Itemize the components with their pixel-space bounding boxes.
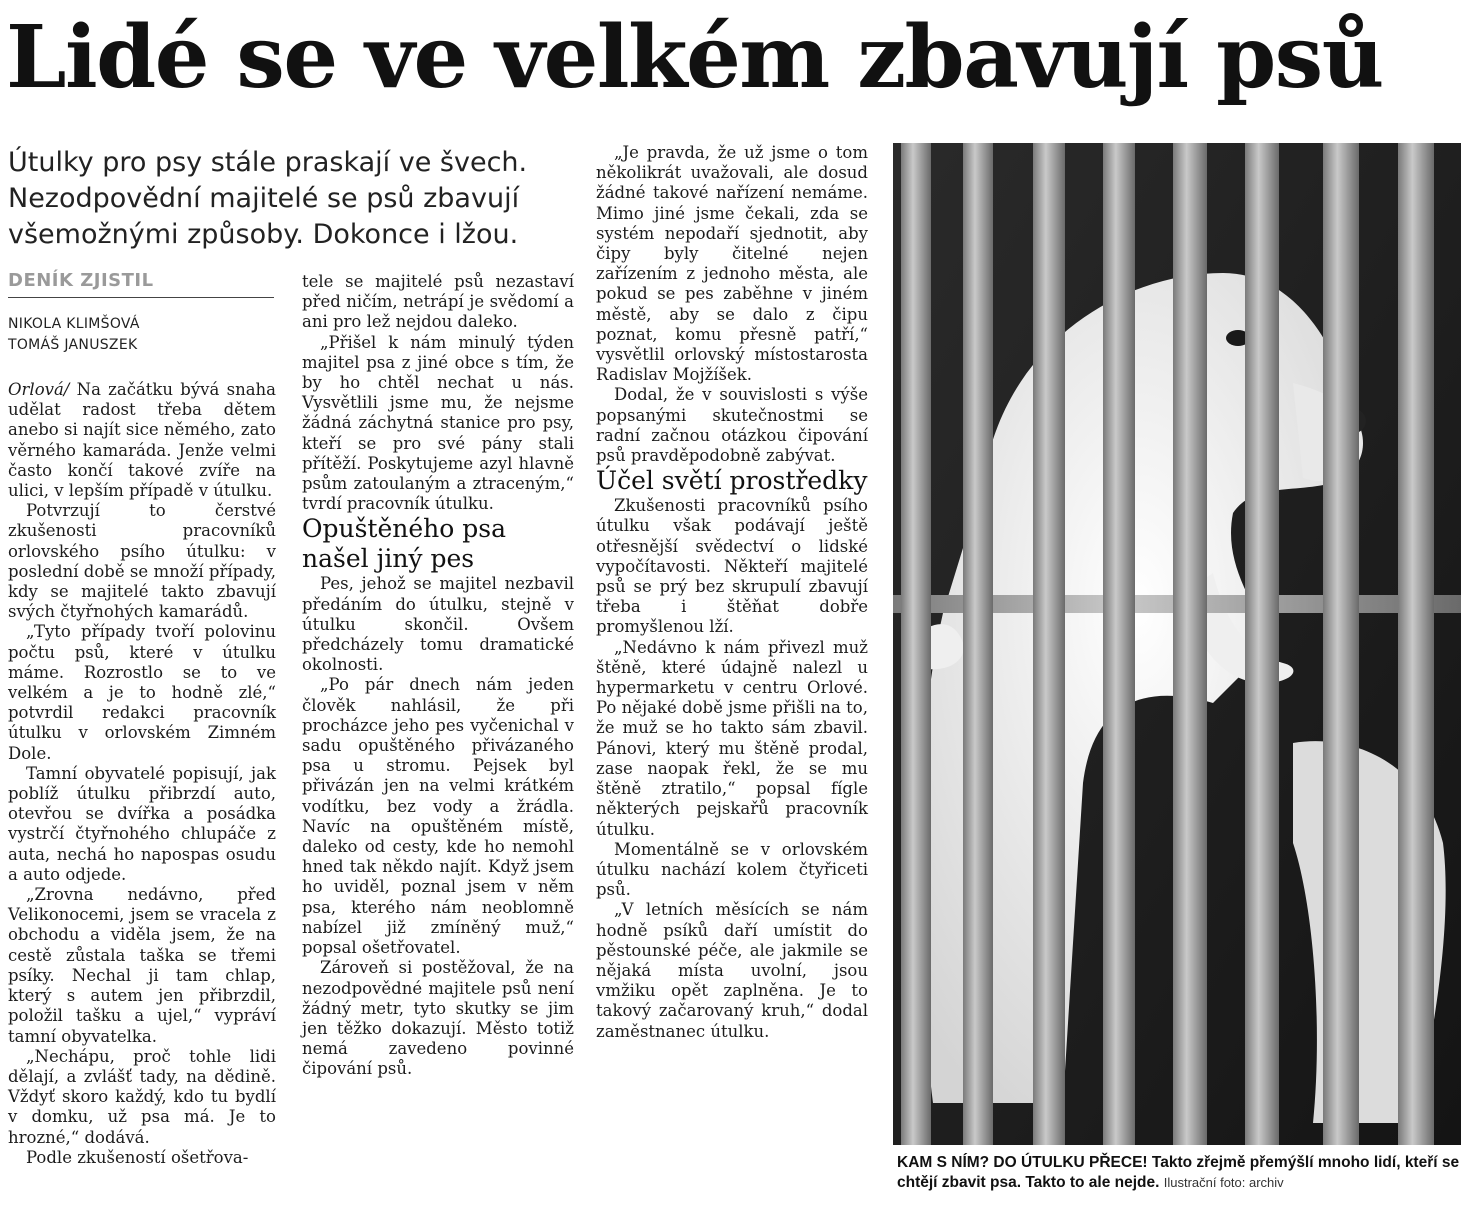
paragraph: Momentálně se v orlovském útulku nachází kolem čtyřiceti psů.: [596, 839, 868, 900]
paragraph: „Přišel k nám minulý týden majitel psa z jiné obce s tím, že by ho chtěl nechat u nás. Vysvětlili jsme mu, že nejsme žádná záchytná stanice pro psy, kteří se pro své pány stali přítěží. Poskytujeme azyl hlavně psům zatoulaným a ztraceným,“ tvrdí pracovník útulku.: [302, 332, 574, 514]
article-column-3: [596, 143, 868, 1042]
dateline-place: Orlová/: [8, 380, 70, 399]
paragraph: Tamní obyvatelé popisují, jak poblíž útulku přibrzdí auto, otevřou se dvířka a posádka vystrčí čtyřnohého chlupáče z auta, nechá ho napospas osudu a auto odjede.: [8, 763, 276, 884]
paragraph: Zároveň si postěžoval, že na nezodpovědné majitele psů není žádný metr, tyto skutky se jim jen těžko dokazují. Město totiž nemá zavedeno povinné čipování psů.: [302, 958, 574, 1079]
paragraph: „Je pravda, že už jsme o tom několikrát uvažovali, ale dosud žádné takové nařízení nemáme. Mimo jiné jsme čekali, zda se systém nepodaří sjednotit, aby čipy byly čitelné nejen zařízením z jednoho města, ale pokud se pes zaběhne v jiném městě, aby se dalo z čipu poznat, komu přesně patří,“ vysvětlil orlovský místostarosta Radislav Mojžíšek.: [596, 143, 868, 385]
paragraph: Potvrzují to čerstvé zkušenosti pracovníků orlovského psího útulku: v poslední době se množí případy, kdy se majitelé takto zbavují svých čtyřnohých kamarádů.: [8, 501, 276, 622]
photo-caption: [897, 1153, 1463, 1193]
paragraph: „Nedávno k nám přivezl muž štěně, které údajně nalezl u hypermarketu v centru Orlové. Po nějaké době jsme přišli na to, že muž se ho takto sám zbavil. Pánovi, který mu štěně prodal, zase naopak řekl, že se mu štěně ztratilo,“ popsal fígle některých pejskařů pracovník útulku.: [596, 637, 868, 839]
article-column-2: [302, 272, 574, 1080]
paragraph: Zkušenosti pracovníků psího útulku však podávají ještě otřesnější svědectví o lidské vypočítavosti. Někteří majitelé psů se prý bez skrupulí zbavují třeba i štěňat dobře promyšlenou lží.: [596, 496, 868, 637]
subheading: Účel světí prostředky: [596, 466, 868, 496]
paragraph: tele se majitelé psů nezastaví před ničím, netrápí je svědomí a ani pro lež nejdou daleko.: [302, 272, 574, 332]
article-column-1: [8, 380, 276, 1168]
kicker-label: DENÍK ZJISTIL: [8, 270, 274, 298]
paragraph: „V letních měsících se nám hodně psíků daří umístit do pěstounské péče, ale jakmile se nějaká místa uvolní, jsou vmžiku opět zaplněna. Je to takový začarovaný kruh,“ dodal zaměstnanec útulku.: [596, 900, 868, 1041]
paragraph: Podle zkušeností ošetřova-: [26, 1147, 249, 1167]
paragraph: Pes, jehož se majitel nezbavil předáním do útulku, stejně v útulku skončil. Ovšem předcházely tomu dramatické okolnosti.: [302, 574, 574, 675]
paragraph: Dodal, že v souvislosti s výše popsanými skutečnostmi se radní začnou otázkou čipování psů pravděpodobně zabývat.: [596, 385, 868, 466]
paragraph: „Tyto případy tvoří polovinu počtu psů, které v útulku máme. Rozrostlo se to ve velkém a je to hodně zlé,“ potvrdil redakci pracovník útulku v orlovském Zimném Dole.: [8, 622, 276, 763]
dog-behind-bars-photo: [893, 143, 1461, 1145]
lead-paragraph: Útulky pro psy stále praskají ve švech. Nezodpovědní majitelé se psů zbavují všemožnými způsoby. Dokonce i lžou.: [8, 147, 528, 250]
caption-text: KAM S NÍM? DO ÚTULKU PŘECE! Takto zřejmě přemýšlí mnoho lidí, kteří se chtějí zbavit psa. Takto to ale nejde.: [897, 1154, 1460, 1191]
paragraph: „Zrovna nedávno, před Velikonocemi, jsem se vracela z obchodu a viděla jsem, že na cestě zůstala taška se třemi psíky. Nechal ji tam chlap, který s autem jen přibrzdil, položil tašku a ujel,“ vypráví tamní obyvatelka.: [8, 885, 276, 1046]
subheading: Opuštěného psa našel jiný pes: [302, 514, 507, 574]
author-name: NIKOLA KLIMŠOVÁ: [8, 316, 140, 332]
photo-illustration: [893, 143, 1461, 1145]
author-name: TOMÁŠ JANUSZEK: [8, 337, 138, 353]
paragraph: „Nechápu, proč tohle lidi dělají, a zvlášť tady, na dědině. Vždyť skoro každý, kdo tu bydlí v domku, už psa má. Je to hrozné,“ dodává.: [8, 1046, 276, 1147]
headline: Lidé se ve velkém zbavují psů: [6, 7, 1383, 108]
paragraph-text: Na začátku bývá snaha udělat radost třeba dětem anebo si najít sice němého, zato věrného kamaráda. Jenže velmi často končí takové zvíře na ulici, v lepším případě v útulku.: [8, 380, 277, 501]
paragraph: [8, 380, 276, 501]
paragraph: „Po pár dnech nám jeden člověk nahlásil, že při procházce jeho pes vyčenichal v sadu opuštěného přivázaného psa u stromu. Pejsek byl přivázán jen na velmi krátkém vodítku, bez vody a žrádla. Navíc na opuštěném místě, daleko od cesty, kde ho nemohl hned tak někdo najít. Když jsem ho uviděl, poznal jsem v něm psa, kterého nám neoblomně nabízel již zmíněný muž,“ popsal ošetřovatel.: [302, 675, 574, 958]
photo-credit: Ilustrační foto: archiv: [1163, 1175, 1284, 1190]
